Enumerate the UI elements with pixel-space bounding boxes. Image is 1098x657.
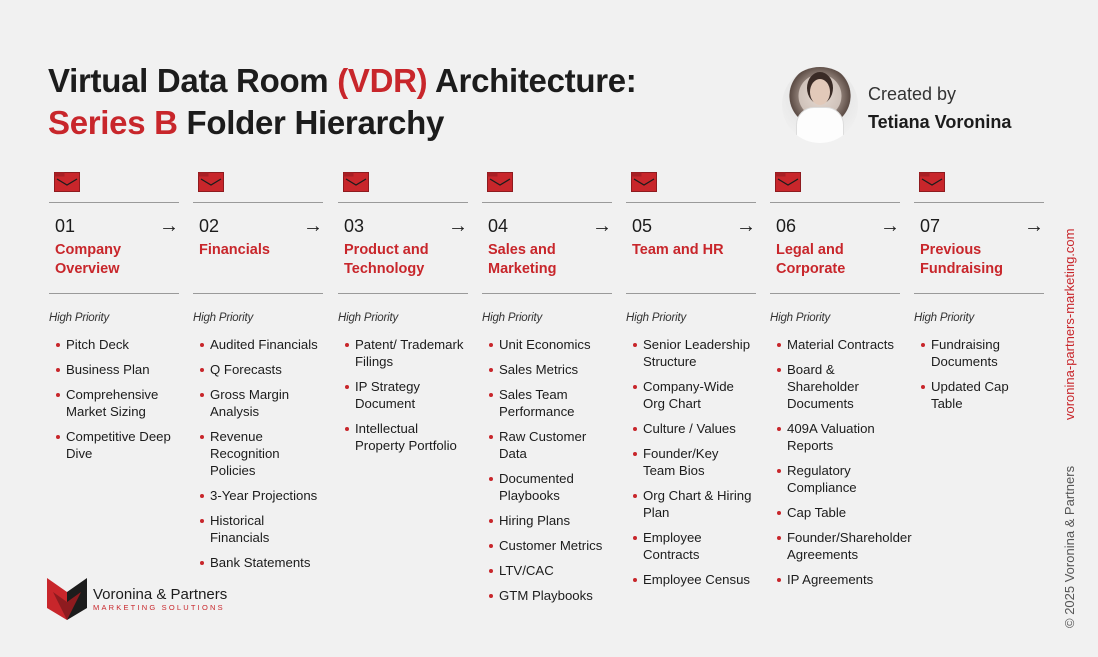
folder-item: Documented Playbooks bbox=[482, 470, 608, 504]
folder-header bbox=[193, 215, 323, 237]
folder-column-06 bbox=[770, 172, 912, 596]
title-line-1: Virtual Data Room (VDR) Architecture: bbox=[48, 62, 637, 99]
divider bbox=[338, 202, 468, 203]
divider bbox=[193, 202, 323, 203]
arrow-right-icon: → bbox=[736, 214, 756, 237]
folder-item: Bank Statements bbox=[193, 554, 319, 571]
folder-item: 409A Valuation Reports bbox=[770, 420, 896, 454]
arrow-right-icon: → bbox=[303, 214, 323, 237]
folder-column-01 bbox=[49, 172, 179, 470]
folder-item: Founder/Shareholder Agreements bbox=[770, 529, 896, 563]
divider bbox=[914, 293, 1044, 294]
divider bbox=[338, 293, 468, 294]
folder-item: Intellectual Property Portfolio bbox=[338, 420, 464, 454]
folder-item: Business Plan bbox=[49, 361, 175, 378]
folder-item: Org Chart & Hiring Plan bbox=[626, 487, 752, 521]
priority-label: High Priority bbox=[193, 312, 254, 324]
folder-header bbox=[49, 215, 179, 237]
folder-icon bbox=[487, 172, 513, 192]
arrow-right-icon: → bbox=[880, 214, 900, 237]
folder-title: Previous Fundraising bbox=[920, 242, 1003, 277]
folder-item: Fundraising Documents bbox=[914, 336, 1040, 370]
folder-item: Competitive Deep Dive bbox=[49, 428, 175, 462]
priority-label: High Priority bbox=[482, 312, 543, 324]
folder-title: Sales and Marketing bbox=[488, 242, 557, 277]
priority-label: High Priority bbox=[626, 312, 687, 324]
folder-column-07 bbox=[914, 172, 1044, 420]
divider bbox=[49, 293, 179, 294]
author-avatar bbox=[782, 67, 858, 143]
folder-header bbox=[626, 215, 756, 237]
divider bbox=[914, 202, 1044, 203]
folder-title: Legal and Corporate bbox=[776, 242, 846, 277]
folder-icon bbox=[198, 172, 224, 192]
arrow-right-icon: → bbox=[448, 214, 468, 237]
website-link[interactable]: voronina-partners-marketing.com bbox=[1062, 228, 1077, 420]
folder-item: Cap Table bbox=[770, 504, 896, 521]
folder-item: Historical Financials bbox=[193, 512, 319, 546]
divider bbox=[770, 293, 900, 294]
divider bbox=[626, 202, 756, 203]
priority-label: High Priority bbox=[770, 312, 831, 324]
divider bbox=[49, 202, 179, 203]
folder-column-04 bbox=[482, 172, 612, 612]
page-title bbox=[48, 60, 637, 144]
folder-item: Material Contracts bbox=[770, 336, 896, 353]
folder-item-list bbox=[49, 336, 179, 462]
folder-item: Founder/Key Team Bios bbox=[626, 445, 752, 479]
folder-item: Sales Team Performance bbox=[482, 386, 608, 420]
folder-item: Comprehensive Market Sizing bbox=[49, 386, 175, 420]
folder-item: Customer Metrics bbox=[482, 537, 608, 554]
logo-mark-icon bbox=[47, 578, 87, 620]
folder-header bbox=[482, 215, 612, 237]
folder-icon bbox=[343, 172, 369, 192]
folder-icon bbox=[631, 172, 657, 192]
folder-item: Revenue Recognition Policies bbox=[193, 428, 319, 479]
folder-icon bbox=[775, 172, 801, 192]
folder-header bbox=[770, 215, 900, 237]
folder-icon bbox=[919, 172, 945, 192]
folder-item: Regulatory Compliance bbox=[770, 462, 896, 496]
company-logo bbox=[47, 578, 227, 620]
folder-item: Hiring Plans bbox=[482, 512, 608, 529]
divider bbox=[193, 293, 323, 294]
folder-item-list bbox=[626, 336, 756, 588]
folder-item: Q Forecasts bbox=[193, 361, 319, 378]
folder-item: Unit Economics bbox=[482, 336, 608, 353]
title-line-2: Series B Folder Hierarchy bbox=[48, 104, 445, 141]
folder-title: Company Overview bbox=[55, 242, 122, 277]
folder-item: Raw Customer Data bbox=[482, 428, 608, 462]
logo-tagline: MARKETING SOLUTIONS bbox=[93, 602, 225, 612]
folder-item: 3-Year Projections bbox=[193, 487, 319, 504]
folder-column-03 bbox=[338, 172, 468, 462]
copyright-notice: © 2025 Voronina & Partners bbox=[1062, 465, 1077, 628]
divider bbox=[770, 202, 900, 203]
folder-column-05 bbox=[626, 172, 756, 596]
folder-item: GTM Playbooks bbox=[482, 587, 608, 604]
folder-item: Sales Metrics bbox=[482, 361, 608, 378]
folder-header bbox=[338, 215, 468, 237]
folder-item: Employee Census bbox=[626, 571, 752, 588]
folder-item: Pitch Deck bbox=[49, 336, 175, 353]
folder-item: Senior Leadership Structure bbox=[626, 336, 752, 370]
priority-label: High Priority bbox=[49, 312, 110, 324]
folder-item: Updated Cap Table bbox=[914, 378, 1040, 412]
folder-item: IP Strategy Document bbox=[338, 378, 464, 412]
priority-label: High Priority bbox=[338, 312, 399, 324]
divider bbox=[482, 202, 612, 203]
folder-number: 01 bbox=[55, 215, 76, 236]
folder-item-list bbox=[193, 336, 323, 571]
folder-icon bbox=[54, 172, 80, 192]
folder-number: 06 bbox=[776, 215, 797, 236]
arrow-right-icon: → bbox=[592, 214, 612, 237]
folder-number: 07 bbox=[920, 215, 941, 236]
author-name: Tetiana Voronina bbox=[868, 112, 1012, 132]
folder-number: 04 bbox=[488, 215, 509, 236]
folder-item-list bbox=[338, 336, 468, 454]
folder-item: Patent/ Trademark Filings bbox=[338, 336, 464, 370]
folder-number: 05 bbox=[632, 215, 653, 236]
folder-item: Culture / Values bbox=[626, 420, 752, 437]
folder-item: LTV/CAC bbox=[482, 562, 608, 579]
folder-item-list bbox=[482, 336, 612, 604]
folder-item: Board & Shareholder Documents bbox=[770, 361, 896, 412]
folder-number: 02 bbox=[199, 215, 220, 236]
folder-title: Team and HR bbox=[632, 242, 724, 258]
arrow-right-icon: → bbox=[1024, 214, 1044, 237]
arrow-right-icon: → bbox=[159, 214, 179, 237]
folder-header bbox=[914, 215, 1044, 237]
priority-label: High Priority bbox=[914, 312, 975, 324]
folder-item: Gross Margin Analysis bbox=[193, 386, 319, 420]
divider bbox=[482, 293, 612, 294]
folder-item-list bbox=[914, 336, 1044, 412]
folder-item: Company-Wide Org Chart bbox=[626, 378, 752, 412]
folder-column-02 bbox=[193, 172, 323, 579]
divider bbox=[626, 293, 756, 294]
logo-name: Voronina & Partners bbox=[93, 585, 228, 603]
folder-title: Financials bbox=[199, 242, 270, 258]
folder-item: IP Agreements bbox=[770, 571, 896, 588]
created-by-label: Created by bbox=[868, 84, 957, 104]
folder-item: Employee Contracts bbox=[626, 529, 752, 563]
folder-title: Product and Technology bbox=[344, 242, 429, 277]
folder-item-list bbox=[770, 336, 912, 588]
folder-number: 03 bbox=[344, 215, 365, 236]
folder-item: Audited Financials bbox=[193, 336, 319, 353]
